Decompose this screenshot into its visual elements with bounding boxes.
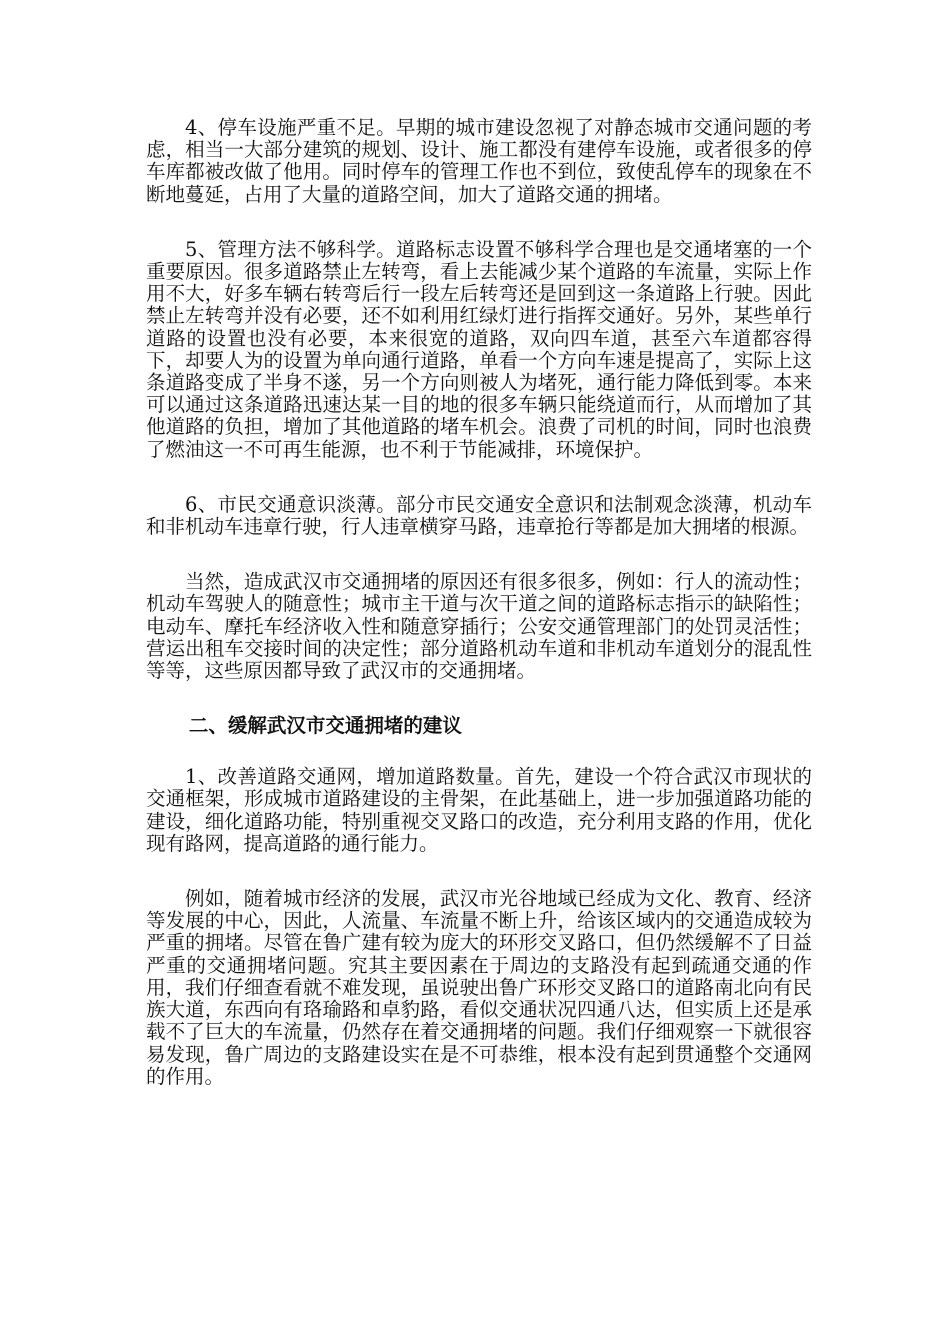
section-heading: 二、缓解武汉市交通拥堵的建议 xyxy=(188,714,462,738)
paragraph-parking: 4、停车设施严重不足。早期的城市建设忽视了对静态城市交通问题的考虑，相当一大部分建筑的规划、设计、施工都没有建停车设施，或者很多的停车库都被改做了他用。同时停车的管理工作也不到位，致使乱停车的现象在不断地蔓延，占用了大量的道路空间，加大了道路交通的拥堵。 xyxy=(146,116,812,206)
paragraph-road-network: 1、改善道路交通网，增加道路数量。首先，建设一个符合武汉市现状的交通框架，形成城市道路建设的主骨架，在此基础上，进一步加强道路功能的建设，细化道路功能，特别重视交叉路口的改造，充分利用支路的作用，优化现有路网，提高道路的通行能力。 xyxy=(146,765,812,855)
paragraph-management: 5、管理方法不够科学。道路标志设置不够科学合理也是交通堵塞的一个重要原因。很多道路禁止左转弯，看上去能减少某个道路的车流量，实际上作用不大，好多车辆右转弯后行一段左后转弯还是回到这一条道路上行驶。因此禁止左转弯并没有必要，还不如利用红绿灯进行指挥交通好。另外，某些单行道路的设置也没有必要，本来很宽的道路，双向四车道，甚至六车道都容得下，却要人为的设置为单向通行道路，单看一个方向车速是提高了，实际上这条道路变成了半身不遂，另一个方向则被人为堵死，通行能力降低到零。本来可以通过这条道路迅速达某一目的地的很多车辆只能绕道而行，从而增加了其他道路的负担，增加了其他道路的堵车机会。浪费了司机的时间，同时也浪费了燃油这一不可再生能源，也不利于节能减排，环境保护。 xyxy=(146,237,812,461)
paragraph-other-causes: 当然，造成武汉市交通拥堵的原因还有很多很多，例如：行人的流动性；机动车驾驶人的随意性；城市主干道与次干道之间的道路标志指示的缺陷性；电动车、摩托车经济收入性和随意穿插行；公安交通管理部门的处罚灵活性；营运出租车交接时间的决定性；部分道路机动车道和非机动车道划分的混乱性等等，这些原因都导致了武汉市的交通拥堵。 xyxy=(146,570,812,683)
paragraph-example-guanggu: 例如，随着城市经济的发展，武汉市光谷地域已经成为文化、教育、经济等发展的中心，因此，人流量、车流量不断上升，给该区域内的交通造成较为严重的拥堵。尽管在鲁广建有较为庞大的环形交叉路口，但仍然缓解不了日益严重的交通拥堵问题。究其主要因素在于周边的支路没有起到疏通交通的作用，我们仔细查看就不难发现，虽说驶出鲁广环形交叉路口的道路南北向有民族大道，东西向有珞瑜路和卓豹路，看似交通状况四通八达，但实质上还是承载不了巨大的车流量，仍然存在着交通拥堵的问题。我们仔细观察一下就很容易发现，鲁广周边的支路建设实在是不可恭维，根本没有起到贯通整个交通网的作用。 xyxy=(146,887,812,1088)
paragraph-citizen-awareness: 6、市民交通意识淡薄。部分市民交通安全意识和法制观念淡薄，机动车和非机动车违章行驶，行人违章横穿马路，违章抢行等都是加大拥堵的根源。 xyxy=(146,492,812,539)
